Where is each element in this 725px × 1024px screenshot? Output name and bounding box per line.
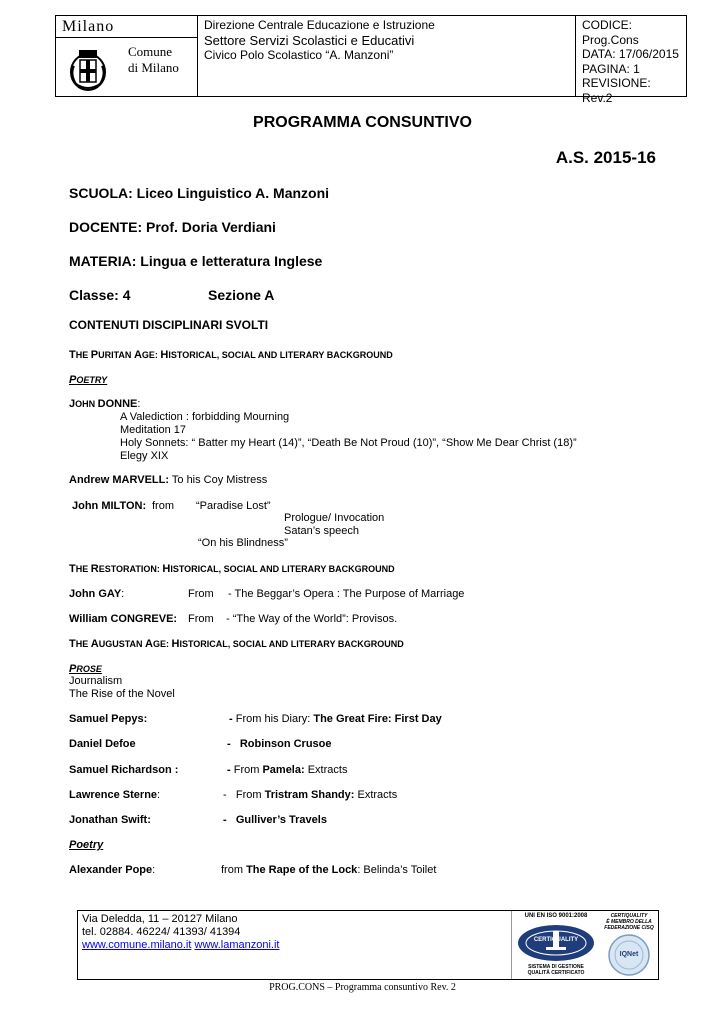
comune-label	[128, 44, 179, 76]
links-line	[82, 939, 279, 952]
richardson-entry: - From Pamela: Extracts	[227, 764, 348, 776]
dept-line: Settore Servizi Scolastici e Educativi	[204, 33, 415, 48]
author-swift: Jonathan Swift:	[69, 814, 151, 826]
gay-work: - The Beggar’s Opera : The Purpose of Marriage	[228, 588, 465, 600]
department-cell	[198, 16, 576, 96]
work-item: A Valediction : forbidding Mourning	[120, 411, 290, 423]
author-donne: JOHN DONNE:	[69, 398, 141, 410]
manzoni-link[interactable]: www.lamanzoni.it	[194, 939, 280, 951]
contents-heading: CONTENUTI DISCIPLINARI SVOLTI	[69, 318, 269, 332]
document-title: PROGRAMMA CONSUNTIVO	[253, 114, 472, 131]
pope-entry: from The Rape of the Lock: Belinda’s Toilet	[221, 864, 437, 876]
author-defoe: Daniel Defoe	[69, 738, 136, 750]
footer-caption: PROG.CONS – Programma consuntivo Rev. 2	[269, 982, 456, 993]
section-heading-augustan: THE AUGUSTAN AGE: HISTORICAL, SOCIAL AND LITERARY BACKGROUND	[69, 638, 404, 650]
code-line: PAGINA: 1	[582, 61, 640, 76]
code-line: DATA: 17/06/2015	[582, 47, 679, 61]
author-milton: John MILTON:	[72, 500, 147, 512]
city-crest-icon	[64, 44, 112, 92]
prose-item: The Rise of the Novel	[69, 688, 175, 700]
pepys-entry: - From his Diary: The Great Fire: First Day	[229, 713, 442, 725]
header-table	[55, 15, 687, 105]
milton-sub: Satan’s speech	[284, 525, 360, 537]
subject-name: MATERIA: Lingua e letteratura Inglese	[69, 253, 323, 269]
congreve-from: From	[188, 613, 214, 625]
author-sterne: Lawrence Sterne:	[69, 789, 161, 801]
teacher-name: DOCENTE: Prof. Doria Verdiani	[69, 219, 276, 235]
code-line: Prog.Cons	[582, 32, 639, 47]
sterne-entry: - From Tristram Shandy: Extracts	[223, 789, 398, 801]
prose-label: PROSE	[69, 663, 102, 675]
swift-entry: - Gulliver’s Travels	[223, 814, 327, 826]
author-richardson: Samuel Richardson :	[69, 764, 179, 776]
section-heading-puritan: THE PURITAN AGE: HISTORICAL, SOCIAL AND LITERARY BACKGROUND	[69, 349, 393, 361]
defoe-entry: - Robinson Crusoe	[227, 738, 332, 750]
donne-works	[120, 411, 577, 463]
cert-logo-text: CERTIQUALITY	[533, 937, 579, 943]
milano-wordmark: Milano	[56, 16, 197, 38]
poetry-label-augustan: Poetry	[69, 839, 104, 851]
iso-certification-badge	[511, 911, 600, 979]
cert-top-text: UNI EN ISO 9001:2008	[524, 913, 588, 919]
code-line: REVISIONE: Rev.2	[582, 76, 651, 105]
cert-bottom-text: SISTEMA DI GESTIONE QUALITÀ CERTIFICATO	[527, 964, 585, 976]
phone-line: tel. 02884. 46224/ 41393/ 41394	[82, 926, 241, 938]
work-item: Holy Sonnets: “ Batter my Heart (14)”, “Death Be Not Proud (10)”, “Show Me Dear Christ (18)”	[120, 437, 577, 449]
certiquality-logo-icon	[516, 923, 596, 963]
milton-work2: “On his Blindness”	[198, 537, 288, 549]
author-marvell: Andrew MARVELL: To his Coy Mistress	[69, 474, 268, 486]
code-line: CODICE:	[582, 18, 633, 32]
milton-work: “Paradise Lost”	[196, 500, 271, 512]
milton-from: from	[152, 500, 174, 512]
dept-line: Civico Polo Scolastico “A. Manzoni”	[204, 48, 394, 62]
iqnet-text: IQNet	[619, 951, 639, 958]
cisq-text: CERTIQUALITY È MEMBRO DELLA FEDERAZIONE CISQ	[604, 913, 654, 931]
comune-link[interactable]: www.comune.milano.it	[82, 939, 192, 951]
author-congreve: William CONGREVE:	[69, 613, 178, 625]
milton-sub: Prologue/ Invocation	[284, 512, 385, 524]
prose-item: Journalism	[69, 675, 123, 687]
footer-address	[82, 913, 279, 952]
author-gay: John GAY:	[69, 588, 125, 600]
work-item: Elegy XIX	[120, 450, 169, 462]
author-pope: Alexander Pope:	[69, 864, 156, 876]
section-heading-restoration: THE RESTORATION: HISTORICAL, SOCIAL AND LITERARY BACKGROUND	[69, 563, 395, 575]
comune-line: di Milano	[128, 60, 179, 75]
logo-cell	[56, 16, 198, 96]
class-label: Classe: 4	[69, 287, 131, 303]
poetry-label: POETRY	[69, 374, 108, 386]
code-cell	[576, 16, 686, 105]
school-year: A.S. 2015-16	[555, 148, 656, 167]
work-item: Meditation 17	[120, 424, 187, 436]
congreve-work: - “The Way of the World”: Provisos.	[226, 613, 398, 625]
cisq-badge	[599, 911, 659, 979]
author-pepys: Samuel Pepys:	[69, 713, 148, 725]
comune-line: Comune	[128, 44, 173, 59]
dept-line: Direzione Centrale Educazione e Istruzione	[204, 18, 435, 32]
address-line: Via Deledda, 11 – 20127 Milano	[82, 913, 238, 925]
section-label: Sezione A	[208, 287, 275, 303]
school-name: SCUOLA: Liceo Linguistico A. Manzoni	[69, 185, 330, 201]
gay-from: From	[188, 588, 214, 600]
footer-box	[77, 910, 659, 980]
prose-items	[69, 675, 175, 701]
